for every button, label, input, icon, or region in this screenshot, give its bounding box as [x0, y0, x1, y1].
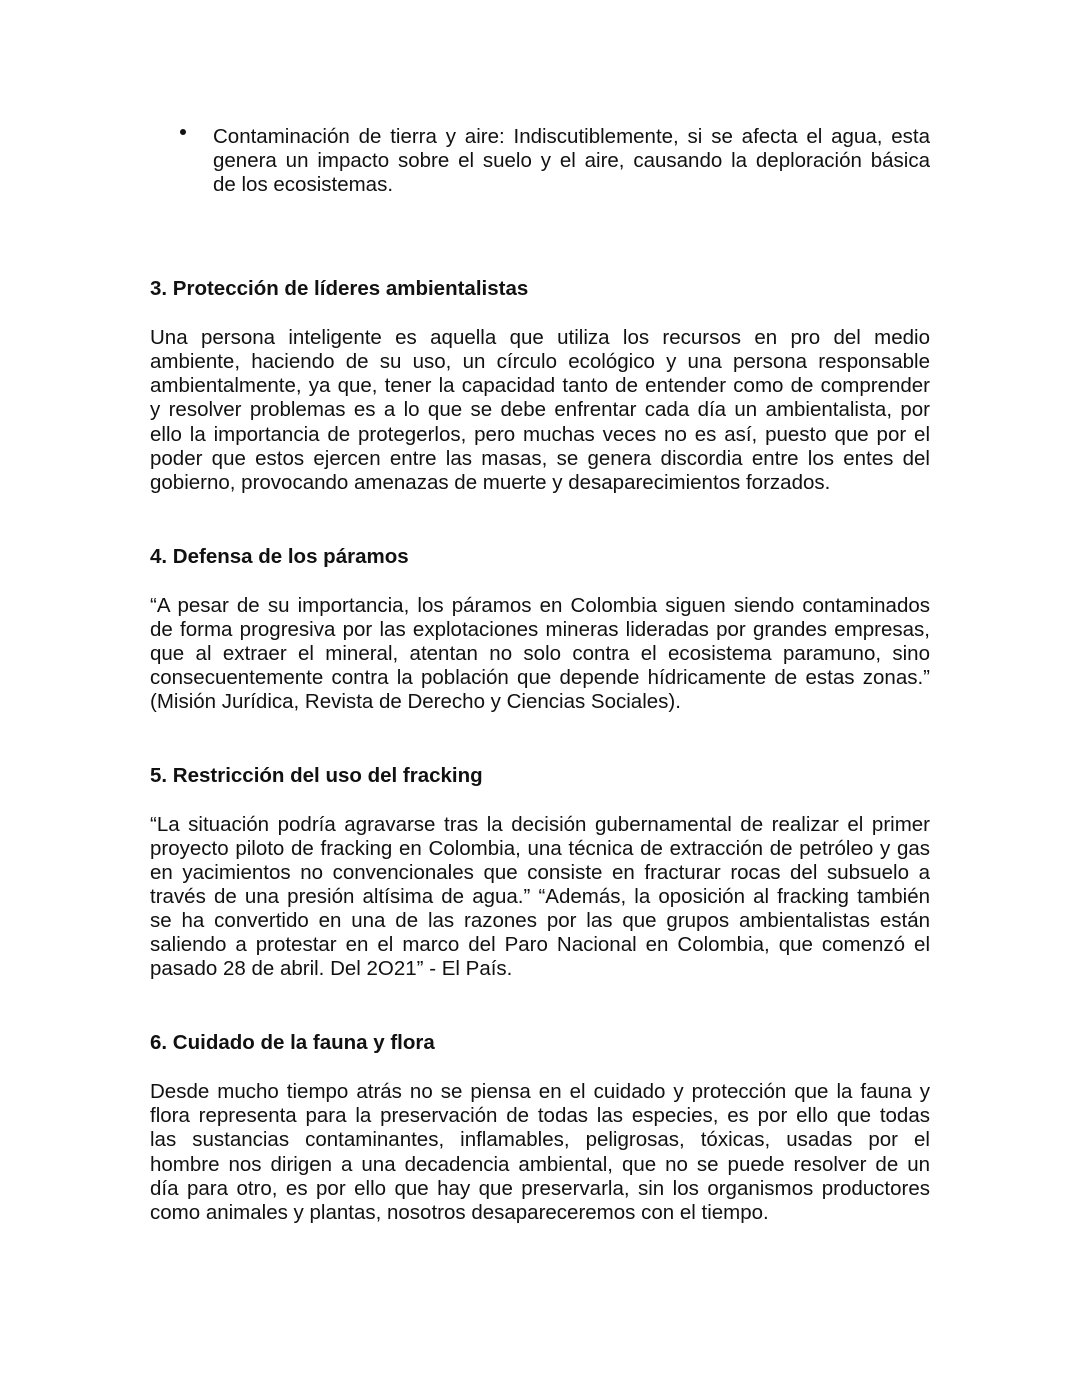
paragraph-line: Desde mucho tiempo atrás no se piensa en el cuidado y protección que la fauna y — [150, 1080, 930, 1103]
section-heading: 5. Restricción del uso del fracking — [150, 764, 483, 787]
paragraph-line: ambiente, haciendo de su uso, un círculo ecológico y una persona responsable — [150, 350, 930, 373]
section-heading: 4. Defensa de los páramos — [150, 545, 409, 568]
paragraph-line: Una persona inteligente es aquella que utiliza los recursos en pro del medio — [150, 326, 930, 349]
bullet-text-line: de los ecosistemas. — [213, 173, 394, 196]
bullet-text-line: genera un impacto sobre el suelo y el aire, causando la deploración básica — [213, 149, 930, 172]
paragraph-line: en yacimientos no convencionales que consiste en fracturar rocas del subsuelo a — [150, 861, 930, 884]
paragraph-line: gobierno, provocando amenazas de muerte y desaparecimientos forzados. — [150, 471, 831, 494]
paragraph-line: de forma progresiva por las explotaciones mineras lideradas por grandes empresas, — [150, 618, 930, 641]
bullet-icon — [180, 129, 186, 135]
paragraph-line: (Misión Jurídica, Revista de Derecho y Ciencias Sociales). — [150, 690, 681, 713]
paragraph-line: como animales y plantas, nosotros desapareceremos con el tiempo. — [150, 1201, 769, 1224]
paragraph-line: ambientalmente, ya que, tener la capacidad tanto de entender como de comprender — [150, 374, 930, 397]
paragraph-line: proyecto piloto de fracking en Colombia, una técnica de extracción de petróleo y gas — [150, 837, 930, 860]
paragraph-line: saliendo a protestar en el marco del Paro Nacional en Colombia, que comenzó el — [150, 933, 930, 956]
paragraph-line: se ha convertido en una de las razones por las que grupos ambientalistas están — [150, 909, 930, 932]
paragraph-line: día para otro, es por ello que hay que preservarla, sin los organismos productores — [150, 1177, 930, 1200]
paragraph-line: flora representa para la preservación de todas las especies, es por ello que todas — [150, 1104, 930, 1127]
paragraph-line: “La situación podría agravarse tras la decisión gubernamental de realizar el primer — [150, 813, 930, 836]
paragraph-line: consecuentemente contra la población que depende hídricamente de estas zonas.” — [150, 666, 930, 689]
paragraph-line: través de una presión altísima de agua.” “Además, la oposición al fracking también — [150, 885, 930, 908]
section-heading: 6. Cuidado de la fauna y flora — [150, 1031, 435, 1054]
section-heading: 3. Protección de líderes ambientalistas — [150, 277, 529, 300]
paragraph-line: y resolver problemas es a lo que se debe enfrentar cada día un ambientalista, por — [150, 398, 930, 421]
bullet-text-line: Contaminación de tierra y aire: Indiscutiblemente, si se afecta el agua, esta — [213, 125, 930, 148]
paragraph-line: que al extraer el mineral, atentan no solo contra el ecosistema paramuno, sino — [150, 642, 930, 665]
paragraph-line: hombre nos dirigen a una decadencia ambiental, que no se puede resolver de un — [150, 1153, 930, 1176]
paragraph-line: ello la importancia de protegerlos, pero muchas veces no es así, puesto que por el — [150, 423, 930, 446]
paragraph-line: las sustancias contaminantes, inflamables, peligrosas, tóxicas, usadas por el — [150, 1128, 930, 1151]
paragraph-line: poder que estos ejercen entre las masas, se genera discordia entre los entes del — [150, 447, 930, 470]
paragraph-line: “A pesar de su importancia, los páramos en Colombia siguen siendo contaminados — [150, 594, 930, 617]
paragraph-line: pasado 28 de abril. Del 2O21” - El País. — [150, 957, 513, 980]
